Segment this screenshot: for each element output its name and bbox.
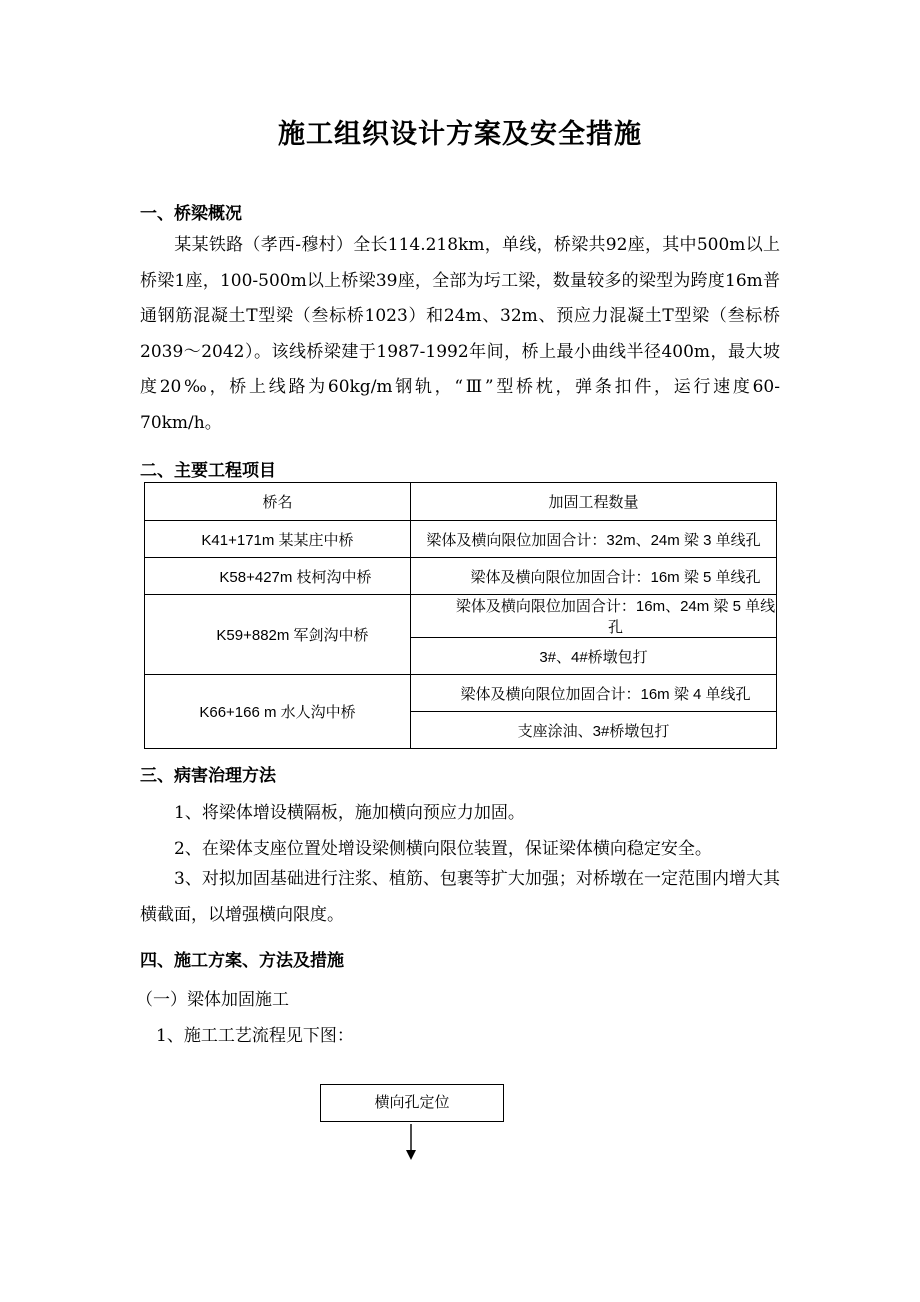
section1-text: 某某铁路（孝西-穆村）全长114.218km，单线，桥梁共92座，其中500m以上桥梁1座，100-500m以上桥梁39座，全部为圬工梁，数量较多的梁型为跨度16m普通钢筋混凝土T型梁（叁标桥1023）和24m、32m、预应力混凝土T型梁（叁标桥2039～2042）。该线桥梁建于1987-1992年间，桥上最小曲线半径400m，最大坡度20‰，桥上线路为60kg/m钢轨，“Ⅲ”型桥枕，弹条扣件，运行速度60-70km/h。: [140, 235, 780, 433]
flow-step-intro: 1、施工工艺流程见下图：: [156, 1026, 354, 1046]
flow-box-first: 横向孔定位: [320, 1084, 504, 1122]
table-row: [145, 521, 777, 558]
method-item-1: 1、将梁体增设横隔板，施加横向预应力加固。: [174, 803, 525, 823]
works-table: [144, 482, 777, 749]
bridge-name: K66+166 m 水人沟中桥: [145, 675, 411, 749]
table-row: [145, 595, 777, 638]
work-item: 3#、4#桥墩包打: [411, 638, 777, 675]
method-item-3: 3、对拟加固基础进行注浆、植筋、包裹等扩大加强；对桥墩在一定范围内增大其横截面，以增强横向限度。: [140, 869, 780, 925]
section4-subheading: （一）梁体加固施工: [136, 990, 289, 1010]
work-item: 梁体及横向限位加固合计：16m、24m 梁 5 单线孔: [411, 595, 777, 638]
table-row: [145, 558, 777, 595]
document-title: 施工组织设计方案及安全措施: [278, 119, 642, 150]
section4-heading: 四、施工方案、方法及措施: [140, 951, 344, 971]
table-header-name: 桥名: [145, 483, 411, 521]
section2-heading: 二、主要工程项目: [140, 461, 276, 481]
method-item-2: 2、在梁体支座位置处增设梁侧横向限位装置，保证梁体横向稳定安全。: [174, 839, 712, 859]
table-header-row: [145, 483, 777, 521]
bridge-name: K41+171m 某某庄中桥: [145, 521, 411, 558]
section1-heading: 一、桥梁概况: [140, 204, 242, 224]
work-item: 梁体及横向限位加固合计：32m、24m 梁 3 单线孔: [411, 521, 777, 558]
flow-arrow-down-icon: [404, 1124, 418, 1160]
section1-paragraph: [140, 228, 780, 441]
bridge-name: K58+427m 枝柯沟中桥: [145, 558, 411, 595]
bridge-name: K59+882m 军剑沟中桥: [145, 595, 411, 675]
work-item: 支座涂油、3#桥墩包打: [411, 712, 777, 749]
work-item: 梁体及横向限位加固合计：16m 梁 5 单线孔: [411, 558, 777, 595]
work-item: 梁体及横向限位加固合计：16m 梁 4 单线孔: [411, 675, 777, 712]
table-header-work: 加固工程数量: [411, 483, 777, 521]
section3-heading: 三、病害治理方法: [140, 766, 276, 786]
table-row: [145, 675, 777, 712]
